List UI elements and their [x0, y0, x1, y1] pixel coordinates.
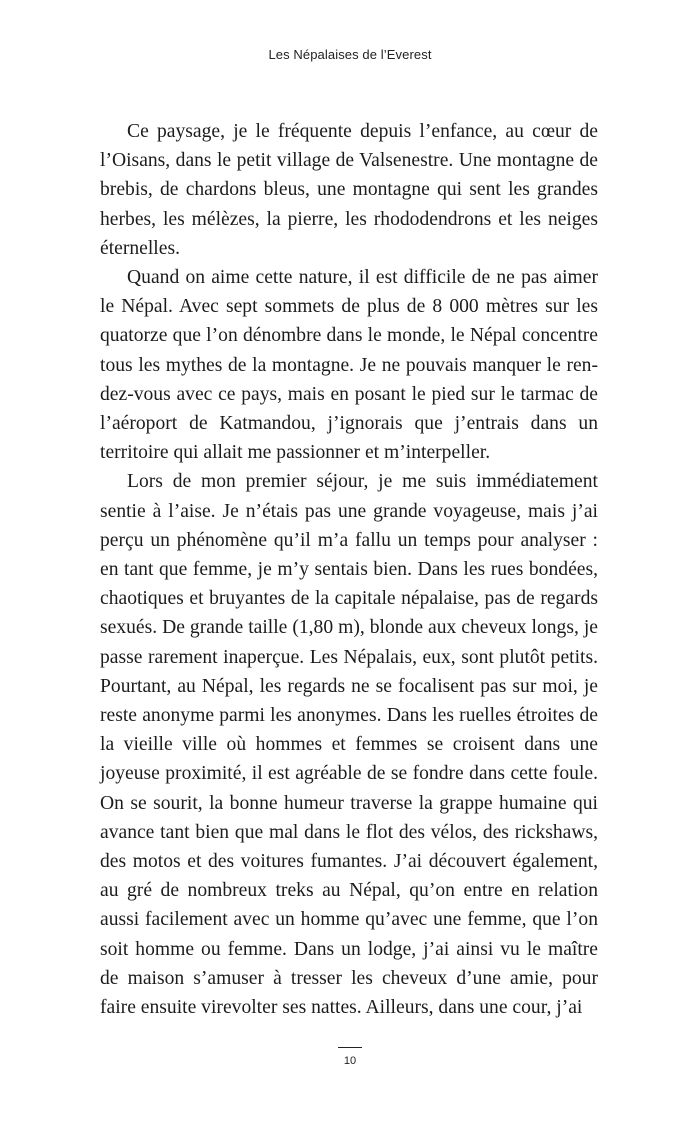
paragraph-3: Lors de mon premier séjour, je me suis immédiatement sentie à l’aise. Je n’étais pas une grande voyageuse, mais j’ai perçu un phénomène qu’il m’a fallu un temps pour analyser : en tant que femme, je m’y sentais bien. Dans les rues bondées, chaotiques et bruyantes de la capitale népalaise, pas de regards sexués. De grande taille (1,80 m), blonde aux cheveux longs, je passe rarement inaperçue. Les Népalais, eux, sont plutôt petits. Pourtant, au Népal, les regards ne se focalisent pas sur moi, je reste anonyme parmi les anonymes. Dans les ruelles étroites de la vieille ville où hommes et femmes se croisent dans une joyeuse proximité, il est agréable de se fondre dans cette foule. On se sourit, la bonne humeur traverse la grappe humaine qui avance tant bien que mal dans le flot des vélos, des rickshaws, des motos et des voitures fumantes. J’ai découvert également, au gré de nombreux treks au Népal, qu’on entre en relation aussi facilement avec un homme qu’avec une femme, que l’on soit homme ou femme. Dans un lodge, j’ai ainsi vu le maître de maison s’amuser à tresser les cheveux d’une amie, pour faire ensuite virevolter ses nattes. Ailleurs, dans une cour, j’ai [100, 471, 598, 1019]
page-footer [0, 1047, 700, 1069]
paragraph-2: Quand on aime cette nature, il est difficile de ne pas aimer le Népal. Avec sept sommets de plus de 8 000 mètres sur les quatorze que l’on dénombre dans le monde, le Népal concentre tous les mythes de la montagne. Je ne pouvais manquer le rendez-vous avec ce pays, mais en posant le pied sur le tarmac de l’aéroport de Katmandou, j’ignorais que j’entrais dans un territoire qui allait me passionner et m’interpeller. [100, 267, 598, 464]
running-header: Les Népalaises de l’Everest [268, 47, 432, 62]
paragraph-1: Ce paysage, je le fréquente depuis l’enfance, au cœur de l’Oisans, dans le petit village de Valsenestre. Une montagne de brebis, de chardons bleus, une montagne qui sent les grandes herbes, les mélèzes, la pierre, les rhododendrons et les neiges éternelles. [100, 121, 598, 259]
page-number: 10 [343, 1055, 357, 1067]
folio-rule [338, 1047, 362, 1048]
body-text [100, 117, 598, 1022]
